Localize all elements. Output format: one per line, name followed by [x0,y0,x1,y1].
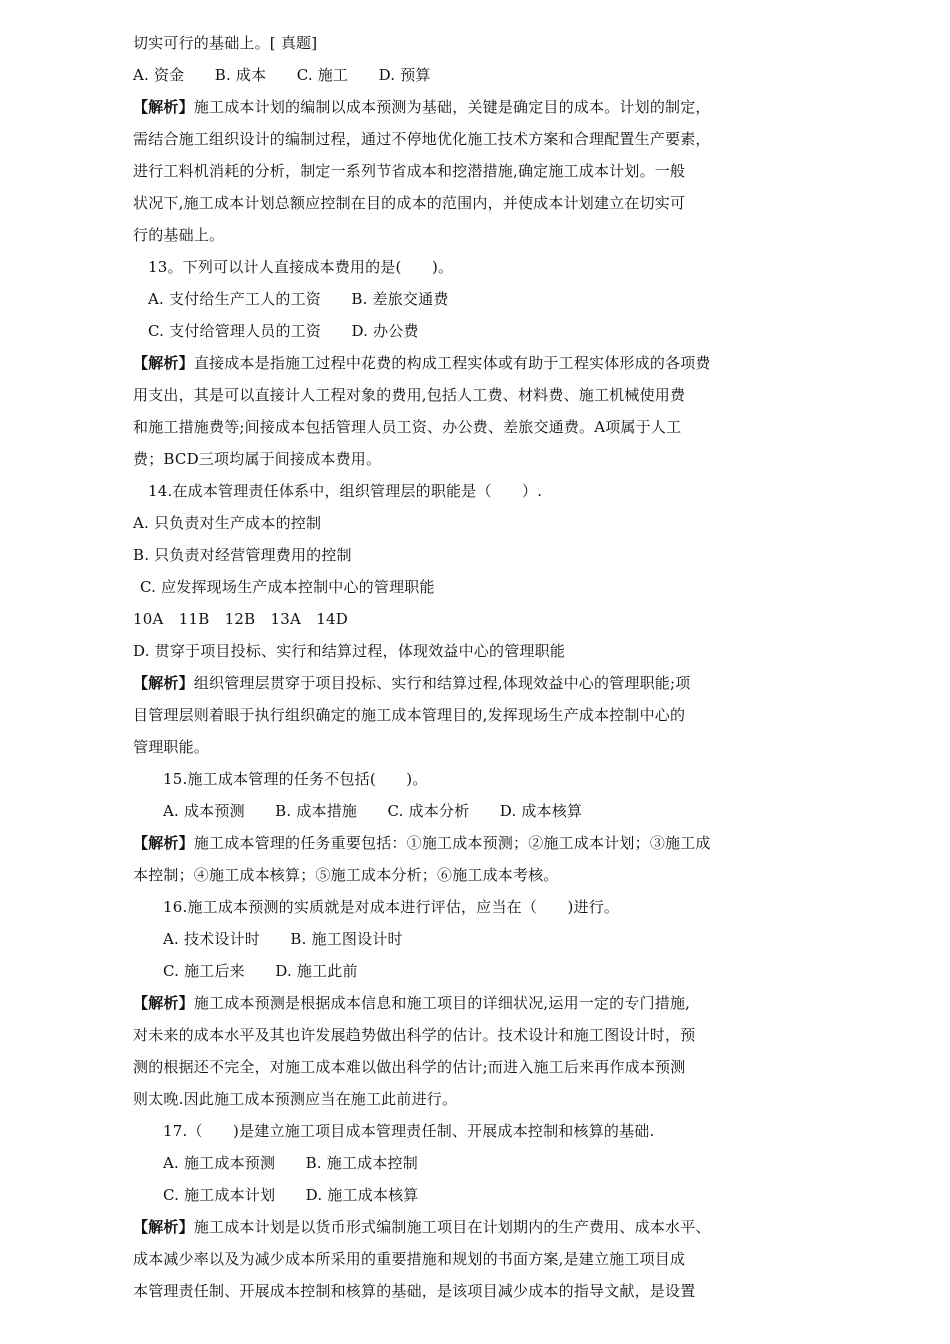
question-line: 17.（ )是建立施工项目成本管理责任制、开展成本控制和核算的基础. [163,1122,655,1140]
text-line: 目管理层则着眼于执行组织确定的施工成本管理目的,发挥现场生产成本控制中心的 [133,706,686,724]
option-line: A. 技术设计时 B. 施工图设计时 [163,930,403,948]
text-line: 进行工料机消耗的分析，制定一系列节省成本和挖潜措施,确定施工成本计划。一般 [133,162,686,180]
text-line: 测的根据还不完全，对施工成本难以做出科学的估计;而进入施工后来再作成本预测 [133,1058,686,1076]
text-line: 切实可行的基础上。[ 真题] [133,34,318,52]
option-line: B. 只负责对经营管理费用的控制 [133,546,352,564]
text-line: 和施工措施费等;间接成本包括管理人员工资、办公费、差旅交通费。A项属于人工 [133,418,682,436]
text-line: 管理职能。 [133,738,210,756]
option-line: A. 支付给生产工人的工资 B. 差旅交通费 [148,290,449,308]
option-line: A. 只负责对生产成本的控制 [133,514,322,532]
text-line: 对未来的成本水平及其也许发展趋势做出科学的估计。技术设计和施工图设计时，预 [133,1026,696,1044]
option-line: A. 资金 B. 成本 C. 施工 D. 预算 [133,66,431,84]
question-line: 15.施工成本管理的任务不包括( )。 [163,770,428,788]
option-line: C. 应发挥现场生产成本控制中心的管理职能 [140,578,435,596]
text-line: 费；BCD三项均属于间接成本费用。 [133,450,382,468]
option-line: C. 施工成本计划 D. 施工成本核算 [163,1186,419,1204]
text-line: 行的基础上。 [133,226,225,244]
text-line: 状况下,施工成本计划总额应控制在目的成本的范围内，并使成本计划建立在切实可 [133,194,686,212]
analysis-line: 【解析】施工成本计划的编制以成本预测为基础，关键是确定目的成本。计划的制定， [133,98,711,116]
text-line: 本管理责任制、开展成本控制和核算的基础，是该项目减少成本的指导文献，是设置 [133,1282,696,1300]
analysis-line: 【解析】施工成本预测是根据成本信息和施工项目的详细状况,运用一定的专门措施, [133,994,691,1012]
text-line: 则太晚.因此施工成本预测应当在施工此前进行。 [133,1090,458,1108]
text-line: 本控制；④施工成本核算；⑤施工成本分析；⑥施工成本考核。 [133,866,559,884]
option-line: C. 施工后来 D. 施工此前 [163,962,358,980]
analysis-line: 【解析】施工成本管理的任务重要包括：①施工成本预测；②施工成本计划；③施工成 [133,834,711,852]
question-line: 16.施工成本预测的实质就是对成本进行评估，应当在（ )进行。 [163,898,620,916]
analysis-line: 【解析】施工成本计划是以货币形式编制施工项目在计划期内的生产费用、成本水平、 [133,1218,711,1236]
question-line: 13。下列可以计人直接成本费用的是( )。 [148,258,454,276]
text-line: 需结合施工组织设计的编制过程，通过不停地优化施工技术方案和合理配置生产要素， [133,130,711,148]
option-line: A. 成本预测 B. 成本措施 C. 成本分析 D. 成本核算 [163,802,583,820]
option-line: C. 支付给管理人员的工资 D. 办公费 [148,322,419,340]
analysis-line: 【解析】组织管理层贯穿于项目投标、实行和结算过程,体现效益中心的管理职能;项 [133,674,691,692]
analysis-line: 【解析】直接成本是指施工过程中花费的构成工程实体或有助于工程实体形成的各项费 [133,354,711,372]
option-line: A. 施工成本预测 B. 施工成本控制 [163,1154,418,1172]
answer-key-line: 10A 11B 12B 13A 14D [133,610,348,628]
text-line: 成本减少率以及为减少成本所采用的重要措施和规划的书面方案,是建立施工项目成 [133,1250,686,1268]
question-line: 14.在成本管理责任体系中，组织管理层的职能是（ ）. [148,482,543,500]
option-line: D. 贯穿于项目投标、实行和结算过程，体现效益中心的管理职能 [133,642,566,660]
text-line: 用支出，其是可以直接计人工程对象的费用,包括人工费、材料费、施工机械使用费 [133,386,686,404]
